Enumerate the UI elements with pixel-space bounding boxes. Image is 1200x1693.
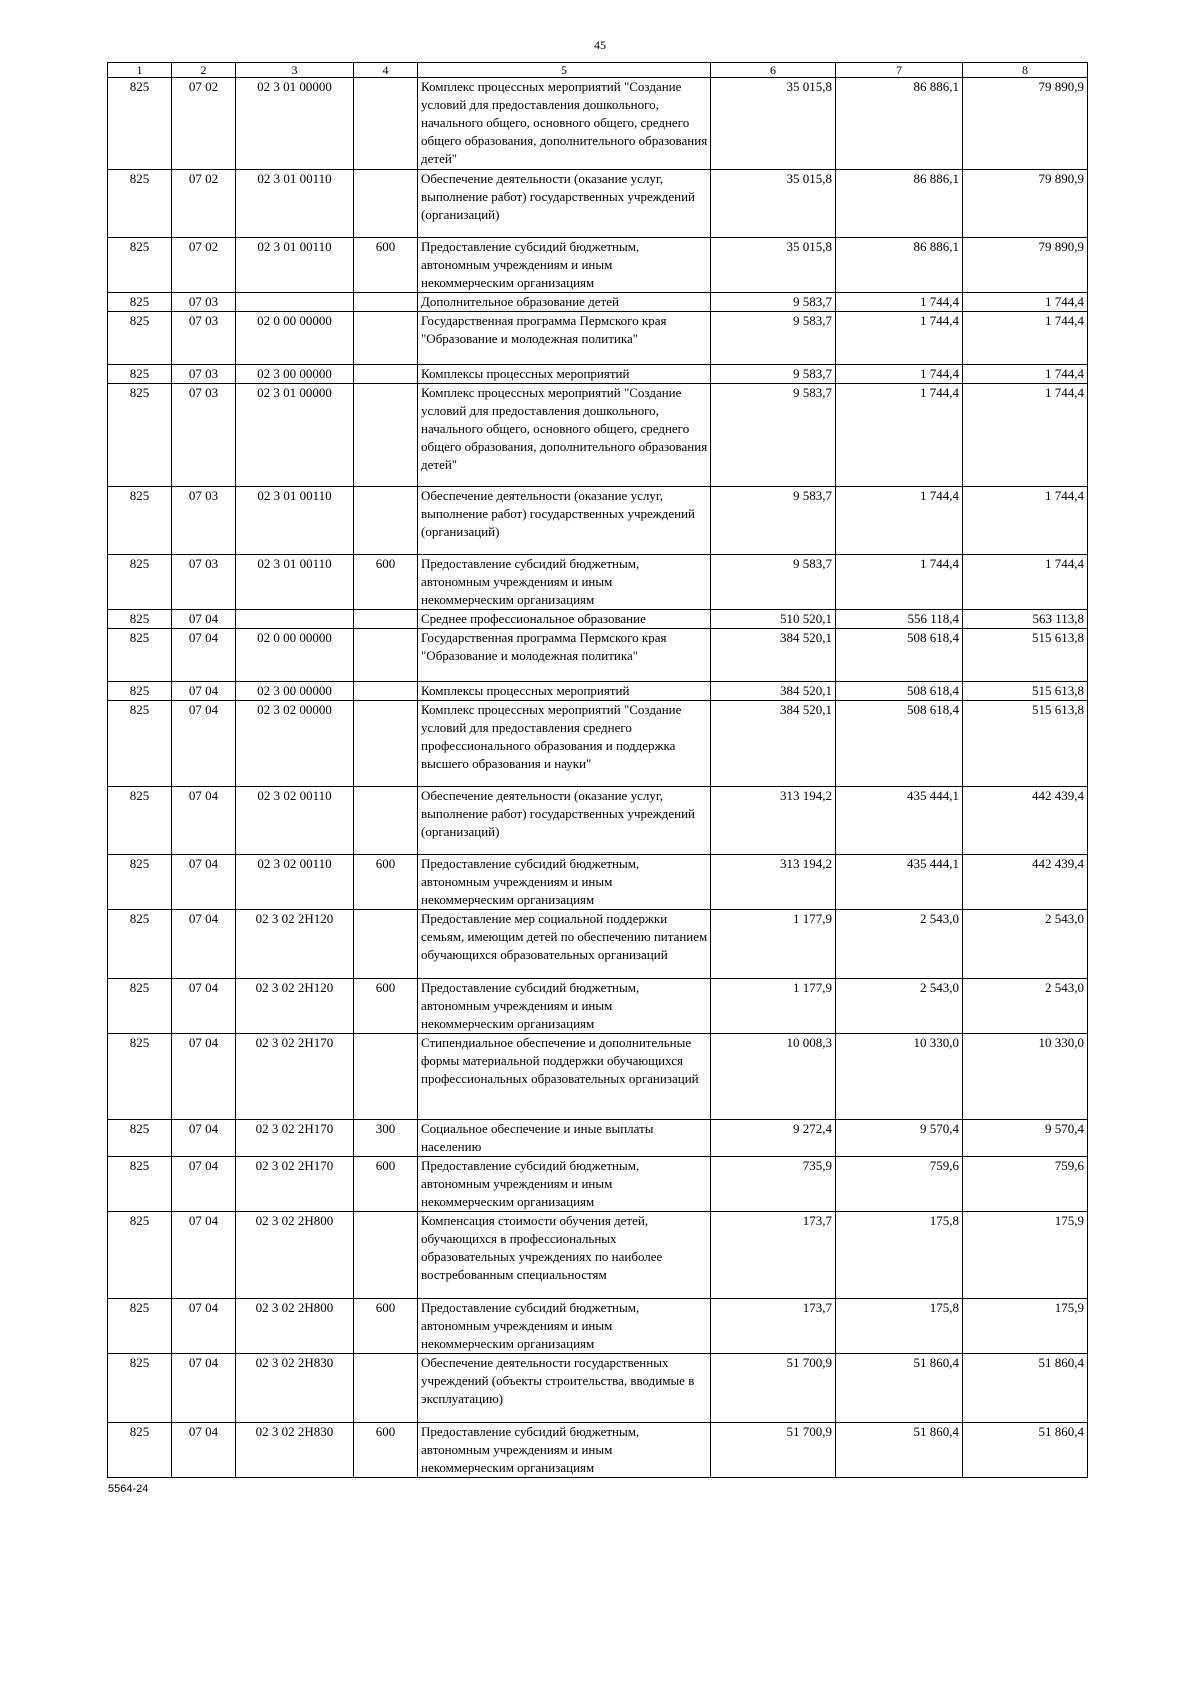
cell-amount-col7: 2 543,0 [836,979,963,1034]
cell-article-code: 02 3 02 2Н830 [236,1354,354,1423]
cell-amount-col6: 173,7 [711,1299,836,1354]
table-row [108,293,1088,312]
cell-amount-col8: 175,9 [963,1212,1088,1299]
cell-section-code: 07 04 [172,701,236,787]
cell-amount-col6: 9 583,7 [711,312,836,365]
cell-amount-col6: 10 008,3 [711,1034,836,1120]
cell-article-code: 02 3 02 00110 [236,787,354,855]
cell-amount-col7: 759,6 [836,1157,963,1212]
cell-expense-type [354,610,418,629]
cell-expense-type [354,384,418,487]
cell-amount-col8: 1 744,4 [963,293,1088,312]
cell-article-code: 02 0 00 00000 [236,312,354,365]
cell-expense-type: 600 [354,979,418,1034]
table-body [108,78,1088,1478]
cell-expense-type [354,487,418,555]
cell-admin-code: 825 [108,365,172,384]
cell-item-name: Комплекс процессных мероприятий "Создание условий для предоставления дошкольного, начального общего, основного общего, среднего общего образования, дополнительного образования детей" [418,78,711,170]
cell-section-code: 07 03 [172,555,236,610]
table-row [108,1423,1088,1478]
table-row [108,701,1088,787]
cell-article-code: 02 3 02 2Н800 [236,1299,354,1354]
cell-admin-code: 825 [108,1354,172,1423]
cell-amount-col6: 9 272,4 [711,1120,836,1157]
cell-item-name: Обеспечение деятельности государственных учреждений (объекты строительства, вводимые в эксплуатацию) [418,1354,711,1423]
cell-amount-col8: 515 613,8 [963,682,1088,701]
cell-amount-col7: 435 444,1 [836,855,963,910]
cell-section-code: 07 04 [172,1212,236,1299]
table-row [108,312,1088,365]
cell-amount-col8: 515 613,8 [963,629,1088,682]
cell-amount-col7: 1 744,4 [836,365,963,384]
table-row [108,238,1088,293]
table-row [108,682,1088,701]
cell-section-code: 07 04 [172,1423,236,1478]
cell-amount-col7: 175,8 [836,1212,963,1299]
table-row [108,910,1088,979]
cell-item-name: Государственная программа Пермского края "Образование и молодежная политика" [418,312,711,365]
table-row [108,1212,1088,1299]
table-row [108,1034,1088,1120]
cell-article-code: 02 3 02 2Н120 [236,910,354,979]
cell-section-code: 07 02 [172,238,236,293]
cell-amount-col8: 759,6 [963,1157,1088,1212]
cell-admin-code: 825 [108,1120,172,1157]
cell-amount-col6: 384 520,1 [711,682,836,701]
cell-amount-col7: 556 118,4 [836,610,963,629]
cell-article-code [236,610,354,629]
cell-section-code: 07 03 [172,487,236,555]
cell-admin-code: 825 [108,701,172,787]
cell-amount-col6: 1 177,9 [711,910,836,979]
table-row [108,555,1088,610]
cell-amount-col8: 79 890,9 [963,170,1088,238]
cell-admin-code: 825 [108,555,172,610]
cell-item-name: Комплекс процессных мероприятий "Создание условий для предоставления среднего профессионального образования и поддержка высшего образования и науки" [418,701,711,787]
table-row [108,1120,1088,1157]
cell-expense-type [354,1034,418,1120]
cell-article-code: 02 3 00 00000 [236,682,354,701]
cell-admin-code: 825 [108,312,172,365]
cell-expense-type [354,910,418,979]
cell-expense-type [354,293,418,312]
cell-admin-code: 825 [108,1212,172,1299]
cell-expense-type [354,1212,418,1299]
cell-item-name: Обеспечение деятельности (оказание услуг, выполнение работ) государственных учреждений (организаций) [418,170,711,238]
cell-article-code: 02 3 02 00000 [236,701,354,787]
cell-section-code: 07 04 [172,1299,236,1354]
document-code: 5564-24 [108,1483,149,1495]
cell-amount-col8: 442 439,4 [963,855,1088,910]
cell-section-code: 07 03 [172,384,236,487]
cell-amount-col6: 9 583,7 [711,487,836,555]
cell-item-name: Государственная программа Пермского края "Образование и молодежная политика" [418,629,711,682]
cell-section-code: 07 04 [172,787,236,855]
cell-amount-col8: 79 890,9 [963,78,1088,170]
cell-section-code: 07 03 [172,293,236,312]
cell-amount-col6: 9 583,7 [711,293,836,312]
cell-article-code: 02 3 01 00110 [236,238,354,293]
cell-expense-type [354,1354,418,1423]
table-row [108,787,1088,855]
cell-amount-col7: 2 543,0 [836,910,963,979]
cell-amount-col8: 563 113,8 [963,610,1088,629]
cell-article-code: 02 3 01 00000 [236,78,354,170]
cell-section-code: 07 04 [172,1157,236,1212]
cell-amount-col8: 175,9 [963,1299,1088,1354]
header-row [108,63,1088,78]
table-row [108,629,1088,682]
cell-expense-type: 600 [354,238,418,293]
cell-article-code [236,293,354,312]
cell-article-code: 02 3 02 2Н830 [236,1423,354,1478]
cell-amount-col6: 51 700,9 [711,1354,836,1423]
cell-admin-code: 825 [108,293,172,312]
cell-admin-code: 825 [108,487,172,555]
table-row [108,487,1088,555]
cell-expense-type [354,629,418,682]
table-row [108,365,1088,384]
cell-admin-code: 825 [108,1299,172,1354]
cell-item-name: Предоставление субсидий бюджетным, автономным учреждениям и иным некоммерческим организациям [418,1423,711,1478]
cell-section-code: 07 04 [172,1354,236,1423]
cell-section-code: 07 03 [172,365,236,384]
cell-item-name: Дополнительное образование детей [418,293,711,312]
cell-article-code: 02 3 01 00110 [236,487,354,555]
cell-amount-col6: 9 583,7 [711,384,836,487]
cell-expense-type: 600 [354,1157,418,1212]
cell-amount-col8: 1 744,4 [963,555,1088,610]
cell-item-name: Предоставление субсидий бюджетным, автономным учреждениям и иным некоммерческим организациям [418,855,711,910]
cell-amount-col7: 508 618,4 [836,682,963,701]
cell-admin-code: 825 [108,78,172,170]
cell-amount-col6: 313 194,2 [711,787,836,855]
cell-article-code: 02 3 01 00110 [236,555,354,610]
cell-section-code: 07 04 [172,1120,236,1157]
cell-item-name: Социальное обеспечение и иные выплаты населению [418,1120,711,1157]
cell-article-code: 02 3 02 2Н170 [236,1120,354,1157]
cell-amount-col8: 2 543,0 [963,979,1088,1034]
cell-item-name: Обеспечение деятельности (оказание услуг, выполнение работ) государственных учреждений (организаций) [418,487,711,555]
cell-amount-col7: 1 744,4 [836,293,963,312]
header-col-7: 7 [836,63,963,78]
cell-amount-col7: 1 744,4 [836,312,963,365]
cell-amount-col7: 86 886,1 [836,78,963,170]
cell-section-code: 07 04 [172,682,236,701]
table-row [108,384,1088,487]
cell-admin-code: 825 [108,979,172,1034]
cell-item-name: Стипендиальное обеспечение и дополнительные формы материальной поддержки обучающихся профессиональных образовательных организаций [418,1034,711,1120]
cell-admin-code: 825 [108,1034,172,1120]
cell-section-code: 07 02 [172,170,236,238]
cell-amount-col6: 313 194,2 [711,855,836,910]
table-row [108,610,1088,629]
cell-item-name: Компенсация стоимости обучения детей, обучающихся в профессиональных образовательных учреждениях по наиболее востребованным специальностям [418,1212,711,1299]
cell-amount-col8: 1 744,4 [963,312,1088,365]
cell-amount-col8: 2 543,0 [963,910,1088,979]
cell-amount-col6: 51 700,9 [711,1423,836,1478]
cell-amount-col7: 51 860,4 [836,1354,963,1423]
cell-amount-col6: 510 520,1 [711,610,836,629]
table-row [108,1299,1088,1354]
cell-amount-col8: 10 330,0 [963,1034,1088,1120]
cell-article-code: 02 3 02 00110 [236,855,354,910]
cell-expense-type [354,312,418,365]
header-col-4: 4 [354,63,418,78]
cell-item-name: Комплекс процессных мероприятий "Создание условий для предоставления дошкольного, начального общего, основного общего, среднего общего образования, дополнительного образования детей" [418,384,711,487]
cell-amount-col7: 435 444,1 [836,787,963,855]
cell-amount-col6: 35 015,8 [711,238,836,293]
cell-item-name: Обеспечение деятельности (оказание услуг, выполнение работ) государственных учреждений (организаций) [418,787,711,855]
table-row [108,855,1088,910]
cell-admin-code: 825 [108,384,172,487]
page-number: 45 [594,38,606,52]
cell-section-code: 07 04 [172,610,236,629]
table-row [108,1157,1088,1212]
cell-amount-col8: 51 860,4 [963,1423,1088,1478]
cell-expense-type [354,682,418,701]
cell-amount-col6: 35 015,8 [711,78,836,170]
cell-expense-type [354,787,418,855]
header-col-8: 8 [963,63,1088,78]
cell-amount-col7: 175,8 [836,1299,963,1354]
header-col-1: 1 [108,63,172,78]
cell-section-code: 07 04 [172,629,236,682]
header-col-3: 3 [236,63,354,78]
cell-amount-col6: 384 520,1 [711,629,836,682]
cell-article-code: 02 3 02 2Н170 [236,1157,354,1212]
cell-amount-col8: 442 439,4 [963,787,1088,855]
cell-article-code: 02 3 01 00110 [236,170,354,238]
table-row [108,78,1088,170]
cell-item-name: Предоставление мер социальной поддержки семьям, имеющим детей по обеспечению питанием обучающихся образовательных организаций [418,910,711,979]
cell-amount-col6: 384 520,1 [711,701,836,787]
cell-admin-code: 825 [108,238,172,293]
cell-item-name: Комплексы процессных мероприятий [418,365,711,384]
cell-amount-col7: 508 618,4 [836,629,963,682]
header-col-5: 5 [418,63,711,78]
cell-amount-col7: 1 744,4 [836,384,963,487]
header-col-6: 6 [711,63,836,78]
cell-amount-col8: 79 890,9 [963,238,1088,293]
cell-amount-col7: 1 744,4 [836,487,963,555]
cell-amount-col6: 735,9 [711,1157,836,1212]
cell-expense-type: 600 [354,555,418,610]
cell-admin-code: 825 [108,629,172,682]
cell-amount-col6: 9 583,7 [711,365,836,384]
cell-article-code: 02 3 02 2Н800 [236,1212,354,1299]
header-col-2: 2 [172,63,236,78]
table-row [108,170,1088,238]
cell-amount-col7: 508 618,4 [836,701,963,787]
cell-section-code: 07 04 [172,1034,236,1120]
table-row [108,1354,1088,1423]
cell-amount-col7: 86 886,1 [836,238,963,293]
cell-amount-col6: 35 015,8 [711,170,836,238]
cell-item-name: Предоставление субсидий бюджетным, автономным учреждениям и иным некоммерческим организациям [418,555,711,610]
cell-item-name: Среднее профессиональное образование [418,610,711,629]
cell-article-code: 02 3 00 00000 [236,365,354,384]
cell-amount-col8: 1 744,4 [963,384,1088,487]
cell-item-name: Предоставление субсидий бюджетным, автономным учреждениям и иным некоммерческим организациям [418,238,711,293]
cell-section-code: 07 04 [172,910,236,979]
cell-amount-col8: 9 570,4 [963,1120,1088,1157]
cell-admin-code: 825 [108,855,172,910]
cell-admin-code: 825 [108,610,172,629]
cell-admin-code: 825 [108,1423,172,1478]
cell-amount-col7: 86 886,1 [836,170,963,238]
table-row [108,979,1088,1034]
cell-amount-col6: 1 177,9 [711,979,836,1034]
cell-amount-col8: 1 744,4 [963,365,1088,384]
cell-amount-col7: 9 570,4 [836,1120,963,1157]
cell-expense-type: 600 [354,1299,418,1354]
cell-section-code: 07 04 [172,855,236,910]
cell-expense-type [354,170,418,238]
cell-expense-type: 600 [354,1423,418,1478]
cell-item-name: Предоставление субсидий бюджетным, автономным учреждениям и иным некоммерческим организациям [418,1299,711,1354]
cell-expense-type: 600 [354,855,418,910]
cell-amount-col8: 515 613,8 [963,701,1088,787]
cell-article-code: 02 0 00 00000 [236,629,354,682]
cell-admin-code: 825 [108,787,172,855]
cell-article-code: 02 3 02 2Н120 [236,979,354,1034]
cell-expense-type: 300 [354,1120,418,1157]
cell-admin-code: 825 [108,1157,172,1212]
cell-article-code: 02 3 01 00000 [236,384,354,487]
cell-section-code: 07 03 [172,312,236,365]
cell-amount-col7: 1 744,4 [836,555,963,610]
cell-article-code: 02 3 02 2Н170 [236,1034,354,1120]
cell-item-name: Комплексы процессных мероприятий [418,682,711,701]
budget-table [107,62,1088,1478]
cell-admin-code: 825 [108,170,172,238]
cell-section-code: 07 04 [172,979,236,1034]
cell-admin-code: 825 [108,682,172,701]
cell-amount-col6: 173,7 [711,1212,836,1299]
cell-expense-type [354,365,418,384]
cell-amount-col8: 1 744,4 [963,487,1088,555]
cell-amount-col6: 9 583,7 [711,555,836,610]
cell-expense-type [354,78,418,170]
cell-admin-code: 825 [108,910,172,979]
cell-amount-col7: 10 330,0 [836,1034,963,1120]
cell-expense-type [354,701,418,787]
cell-section-code: 07 02 [172,78,236,170]
cell-item-name: Предоставление субсидий бюджетным, автономным учреждениям и иным некоммерческим организациям [418,1157,711,1212]
cell-amount-col7: 51 860,4 [836,1423,963,1478]
cell-amount-col8: 51 860,4 [963,1354,1088,1423]
cell-item-name: Предоставление субсидий бюджетным, автономным учреждениям и иным некоммерческим организациям [418,979,711,1034]
